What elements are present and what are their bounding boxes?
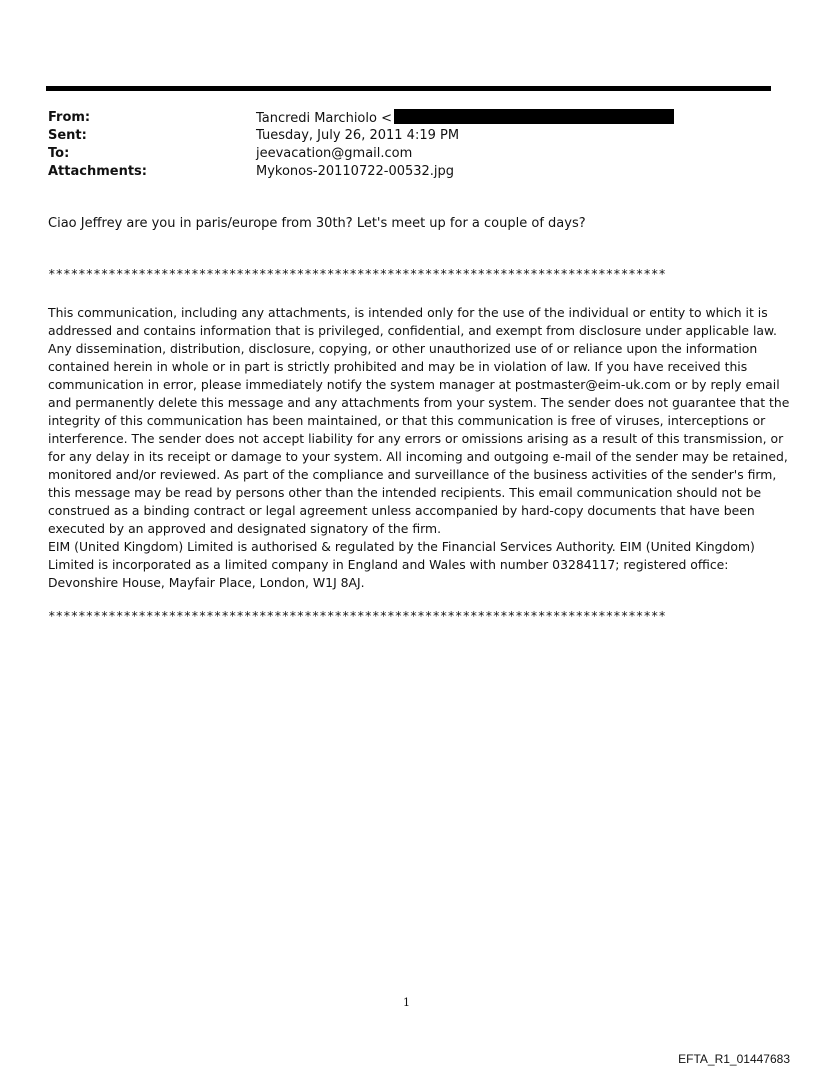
email-header: [48, 108, 748, 180]
header-rule: [46, 86, 771, 91]
from-row: [48, 108, 748, 126]
disclaimer-line: interference. The sender does not accept liability for any errors or omissions arising as a result of this transmission, or: [48, 431, 784, 446]
separator-bottom: **********************************************************************************: [48, 608, 666, 623]
separator-top: **********************************************************************************: [48, 266, 666, 281]
sent-label: Sent:: [48, 127, 87, 143]
disclaimer-line: this message may be read by persons other than the intended recipients. This email communication should not be: [48, 485, 762, 500]
sent-row: [48, 126, 748, 144]
disclaimer-line: addressed and contains information that is privileged, confidential, and exempt from disclosure under applicable law.: [48, 323, 777, 338]
to-label: To:: [48, 145, 70, 161]
attachments-row: [48, 162, 748, 180]
from-sender: Tancredi Marchiolo <: [256, 110, 392, 126]
document-id: EFTA_R1_01447683: [678, 1052, 790, 1066]
legal-disclaimer: [48, 304, 790, 592]
from-label: From:: [48, 109, 91, 125]
sent-value: Tuesday, July 26, 2011 4:19 PM: [256, 127, 460, 143]
disclaimer-line: construed as a binding contract or legal agreement unless accompanied by hard-copy documents that have been: [48, 503, 755, 518]
redaction-box: [394, 109, 674, 124]
disclaimer-line: communication in error, please immediately notify the system manager at postmaster@eim-uk.com or by reply email: [48, 377, 780, 392]
disclaimer-line: integrity of this communication has been maintained, or that this communication is free of viruses, interceptions or: [48, 413, 766, 428]
disclaimer-line: and permanently delete this message and any attachments from your system. The sender does not guarantee that the: [48, 395, 790, 410]
disclaimer-line: Limited is incorporated as a limited company in England and Wales with number 03284117; registered office:: [48, 557, 729, 572]
disclaimer-line: monitored and/or reviewed. As part of the compliance and surveillance of the business activities of the sender's firm,: [48, 467, 777, 482]
to-value: jeevacation@gmail.com: [256, 145, 413, 161]
disclaimer-line: This communication, including any attachments, is intended only for the use of the individual or entity to which it is: [48, 305, 768, 320]
disclaimer-line: executed by an approved and designated signatory of the firm.: [48, 521, 442, 536]
attachments-label: Attachments:: [48, 163, 147, 179]
disclaimer-line: Any dissemination, distribution, disclosure, copying, or other unauthorized use of or reliance upon the information: [48, 341, 758, 356]
disclaimer-line: for any delay in its receipt or damage to your system. All incoming and outgoing e-mail of the sender may be retained,: [48, 449, 788, 464]
to-row: [48, 144, 748, 162]
disclaimer-line: contained herein in whole or in part is strictly prohibited and may be in violation of law. If you have received this: [48, 359, 748, 374]
disclaimer-line: Devonshire House, Mayfair Place, London, W1J 8AJ.: [48, 575, 365, 590]
disclaimer-line: EIM (United Kingdom) Limited is authorised & regulated by the Financial Services Authority. EIM (United Kingdom): [48, 539, 755, 554]
page-number: 1: [403, 996, 410, 1009]
message-body: Ciao Jeffrey are you in paris/europe from 30th? Let's meet up for a couple of days?: [48, 216, 586, 231]
from-value: [256, 109, 674, 126]
attachment-filename: Mykonos-20110722-00532.jpg: [256, 163, 455, 179]
